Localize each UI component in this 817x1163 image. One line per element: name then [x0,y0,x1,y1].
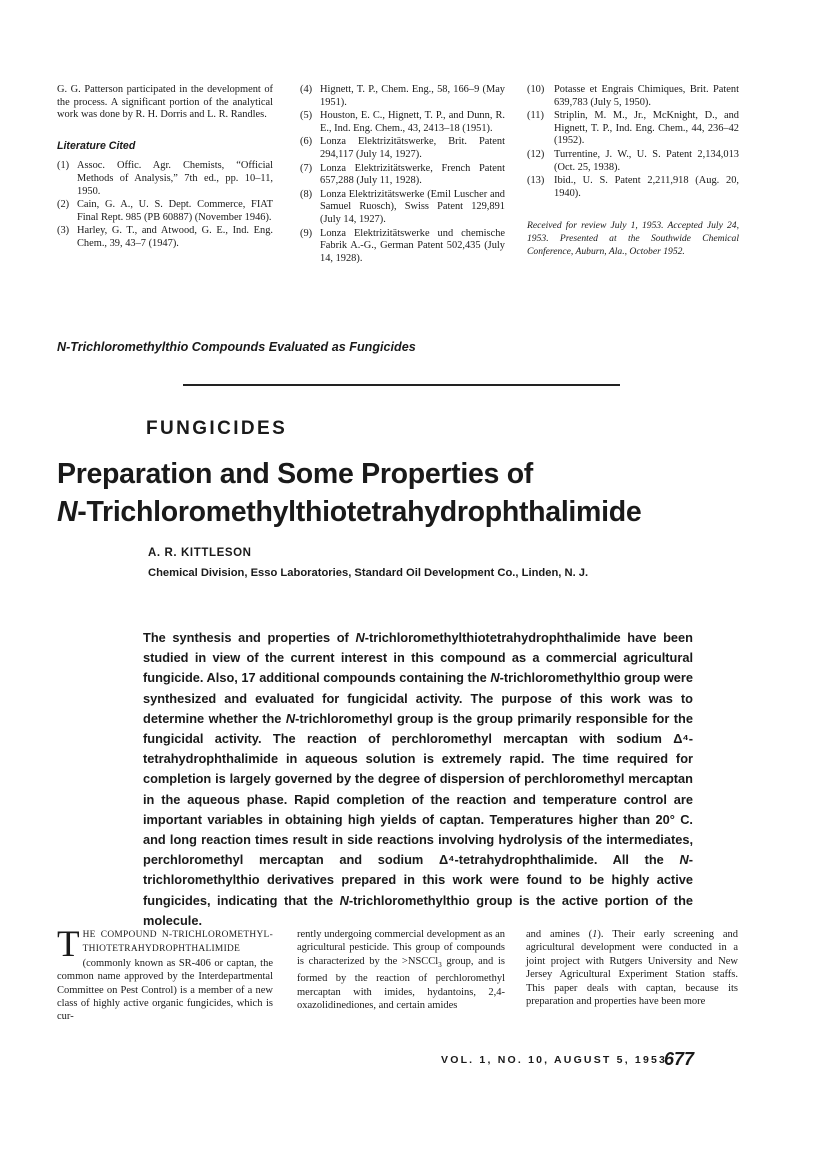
reference-number: (7) [300,162,313,174]
reference-item [300,163,505,188]
reference-item [57,160,273,198]
reference-text: Harley, G. T., and Atwood, G. E., Ind. Eng. Chem., 39, 43–7 (1947). [77,225,273,249]
acknowledgment-column [57,84,273,252]
reference-text: Houston, E. C., Hignett, T. P., and Dunn, R. E., Ind. Eng. Chem., 43, 2413–18 (1951). [320,110,505,134]
reference-column-right [527,84,739,259]
abstract: The synthesis and properties of N-trichloromethylthiotetrahydrophthalimide have been studied in view of the current interest in this compound as a commercial agricultural fungicide. Also, 17 additional compounds containing the N-trichloromethylthio group were synthesized and evaluated for fungicidal activity. The purpose of this work was to determine whether the N-trichloromethyl group is the group primarily responsible for the fungicidal activity. The reaction of perchloromethyl mercaptan with sodium Δ⁴-tetrahydrophthalimide in aqueous solution is extremely rapid. The time required for completion is largely governed by the degree of dispersion of perchloromethyl mercaptan in the aqueous phase. Rapid completion of the reaction and temperature control are important variables in obtaining high yields of captan. Temperatures higher than 20° C. and long reaction times result in side reactions involving hydrolysis of the intermediates, perchloromethyl mercaptan and sodium Δ⁴-tetrahydrophthalimide. All the N-trichloromethylthio derivatives prepared in this work were found to be highly active fungicides, indicating that the N-trichloromethylthio group is the active portion of the molecule. [143,630,693,928]
reference-item [527,149,739,174]
reference-number: (8) [300,188,313,200]
reference-list-left [57,160,273,250]
reference-text: Assoc. Offic. Agr. Chemists, “Official Methods of Analysis,” 7th ed., pp. 10–11, 1950. [77,160,273,197]
reference-text: Striplin, M. M., Jr., McKnight, D., and Hignett, T. P., Ind. Eng. Chem., 44, 236–42 (1952). [554,110,739,147]
section-label: FUNGICIDES [146,418,288,439]
reference-item [300,189,505,227]
reference-text: Ibid., U. S. Patent 2,211,918 (Aug. 20, 1940). [554,175,739,199]
reference-number: (6) [300,136,313,148]
article-title [57,455,641,531]
title-line-2 [57,493,641,531]
reference-item [300,110,505,135]
page-number: 677 [664,1049,695,1069]
title-line-1: Preparation and Some Properties of [57,458,533,490]
reference-list-right [527,84,739,200]
reference-number: (11) [527,110,544,122]
literature-cited-heading: Literature Cited [57,139,136,152]
reference-text: Lonza Elektrizitätswerke, Brit. Patent 294,117 (July 14, 1927). [320,136,505,160]
reference-item [527,175,739,200]
reference-list-middle [300,84,505,266]
body-col2-text: rently undergoing commercial development as an agricultural pesticide. This group of compounds is characterized by the >NSCCl$_3$ group, and is formed by the reaction of perchloromethyl mercaptan with imides, hydantoins, 2,4-oxazolidinediones, and certain amides [297,929,505,1012]
reference-number: (3) [57,225,70,237]
reference-item [527,84,739,109]
running-head: N-Trichloromethylthio Compounds Evaluated as Fungicides [57,340,416,354]
drop-cap: T [57,924,80,965]
reference-text: Turrentine, J. W., U. S. Patent 2,134,013 (Oct. 25, 1938). [554,148,739,173]
reference-number: (1) [57,160,70,172]
footer-issue: VOL. 1, NO. 10, AUGUST 5, 1953 [441,1054,668,1066]
author: A. R. KITTLESON [148,547,252,559]
affiliation: Chemical Division, Esso Laboratories, Standard Oil Development Co., Linden, N. J. [148,567,589,579]
reference-text: Lonza Elektrizitätswerke und chemische Fabrik A.-G., German Patent 502,435 (July 14, 1928). [320,227,505,264]
reference-number: (13) [527,175,545,187]
body-column-3 [526,928,738,1008]
reference-item [57,199,273,224]
reference-number: (12) [527,148,545,160]
reference-number: (2) [57,199,70,211]
reference-number: (10) [527,84,545,95]
title-line-2-text: N-Trichloromethylthiotetrahydrophthalimide [57,496,642,528]
reference-text: Hignett, T. P., Chem. Eng., 58, 166–9 (May 1951). [320,84,505,108]
reference-item [300,136,505,161]
body-col1-text: (commonly known as SR-406 or captan, the common name approved by the Interdepartmental Committee on Pest Control) is a member of a new class of highly active organic fungicides, which is cur- [57,957,273,1023]
divider-rule [183,384,620,386]
body-column-2 [297,928,505,1013]
reference-item [300,84,505,109]
body-column-1 [57,924,273,1024]
reference-text: Lonza Elektrizitätswerke (Emil Luscher and Samuel Ruosch), Swiss Patent 129,891 (July 14, 1927). [320,188,505,225]
body-lead-smallcaps: HE COMPOUND N-TRICHLOROMETHYL-THIOTETRAHYDROPHTHALIMIDE [82,930,273,955]
reference-number: (4) [300,84,313,95]
reference-item [300,228,505,266]
reference-text: Cain, G. A., U. S. Dept. Commerce, FIAT Final Rept. 985 (PB 60887) (November 1946). [77,199,273,223]
reference-item [527,110,739,148]
reference-number: (5) [300,110,313,122]
received-note: Received for review July 1, 1953. Accepted July 24, 1953. Presented at the Southwide Chemical Conference, Auburn, Ala., October 1952. [527,220,739,257]
reference-text: Potasse et Engrais Chimiques, Brit. Patent 639,783 (July 5, 1950). [554,84,739,108]
reference-text: Lonza Elektrizitätswerke, French Patent 657,288 (July 11, 1928). [320,162,505,187]
reference-item [57,225,273,250]
body-col3-text: and amines (1). Their early screening and agricultural development were conducted in a joint project with Rutgers University and New Jersey Agricultural Experiment Station staffs. This paper deals with captan, because its preparation and properties have been more [526,929,738,1008]
acknowledgment-text: G. G. Patterson participated in the development of the process. A significant portion of the analytical work was done by R. H. Dorris and L. R. Randles. [57,84,273,121]
reference-number: (9) [300,227,313,239]
